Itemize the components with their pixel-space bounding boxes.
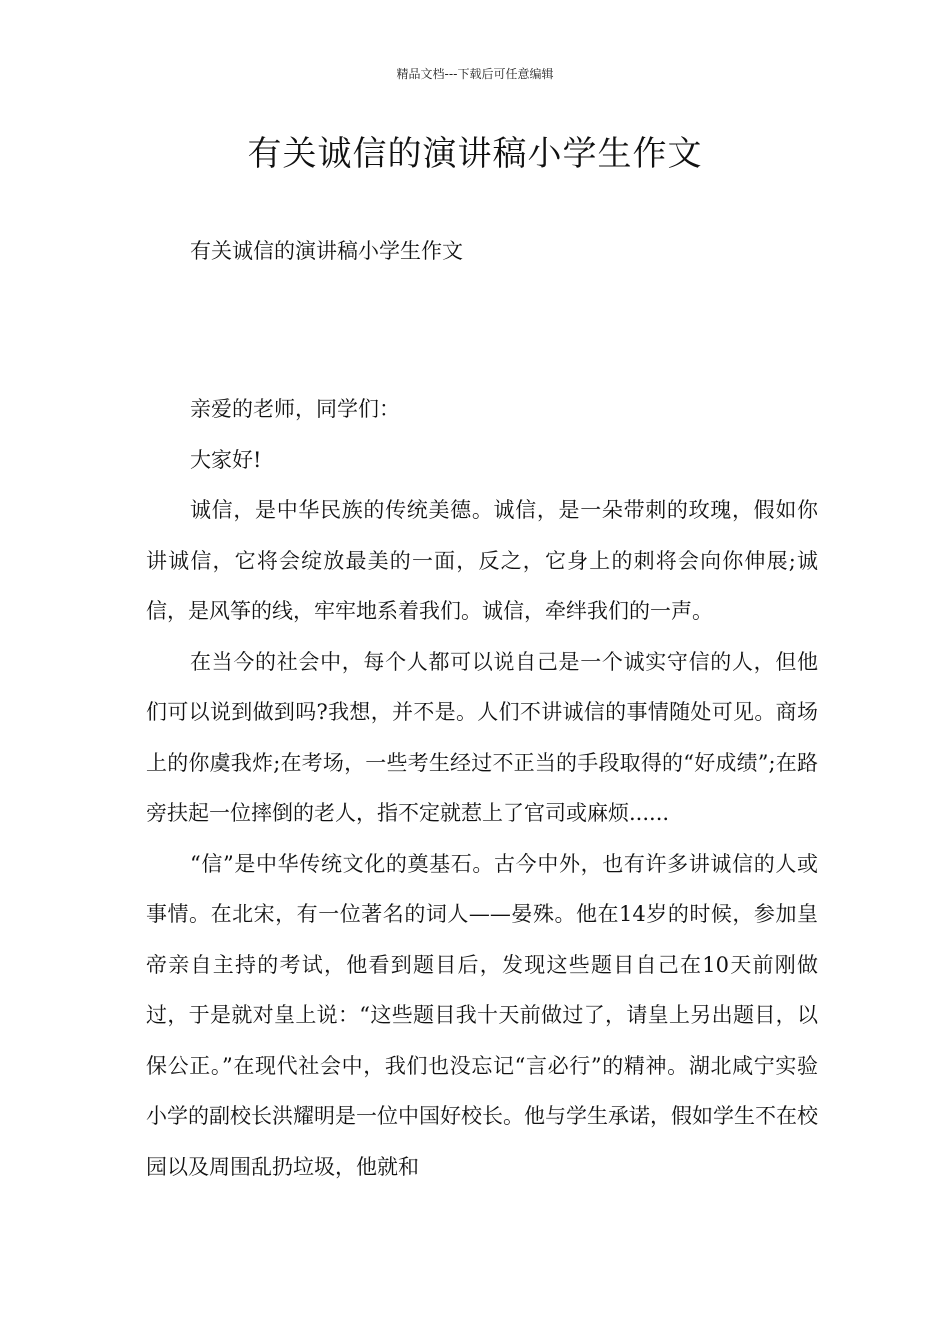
- document-subtitle: 有关诚信的演讲稿小学生作文: [190, 239, 463, 263]
- paragraph-integrity-virtue: 诚信，是中华民族的传统美德。诚信，是一朵带刺的玫瑰，假如你讲诚信，它将会绽放最美的一面，反之，它身上的刺将会向你伸展;诚信，是风筝的线，牢牢地系着我们。诚信，牵绊我们的一声。: [146, 498, 818, 623]
- header-note: 精品文档---下载后可任意编辑: [396, 67, 554, 81]
- document-title: 有关诚信的演讲稿小学生作文: [247, 134, 703, 174]
- paragraph-greeting: 亲爱的老师，同学们：: [190, 397, 400, 421]
- document-body: [146, 384, 818, 1192]
- paragraph-modern-society: 在当今的社会中，每个人都可以说自己是一个诚实守信的人，但他们可以说到做到吗?我想，并不是。人们不讲诚信的事情随处可见。商场上的你虞我炸;在考场，一些考生经过不正当的手段取得的“好成绩”;在路旁扶起一位摔倒的老人，指不定就惹上了官司或麻烦......: [146, 649, 818, 825]
- paragraph-hello: 大家好!: [190, 447, 262, 472]
- paragraph-historical-examples: “信”是中华传统文化的奠基石。古今中外，也有许多讲诚信的人或事情。在北宋，有一位著名的词人——晏殊。他在14岁的时候，参加皇帝亲自主持的考试，他看到题目后，发现这些题目自己在10天前刚做过，于是就对皇上说：“这些题目我十天前做过了，请皇上另出题目，以保公正。”在现代社会中，我们也没忘记“言必行”的精神。湖北咸宁实验小学的副校长洪耀明是一位中国好校长。他与学生承诺，假如学生不在校园以及周围乱扔垃圾，他就和: [146, 851, 818, 1179]
